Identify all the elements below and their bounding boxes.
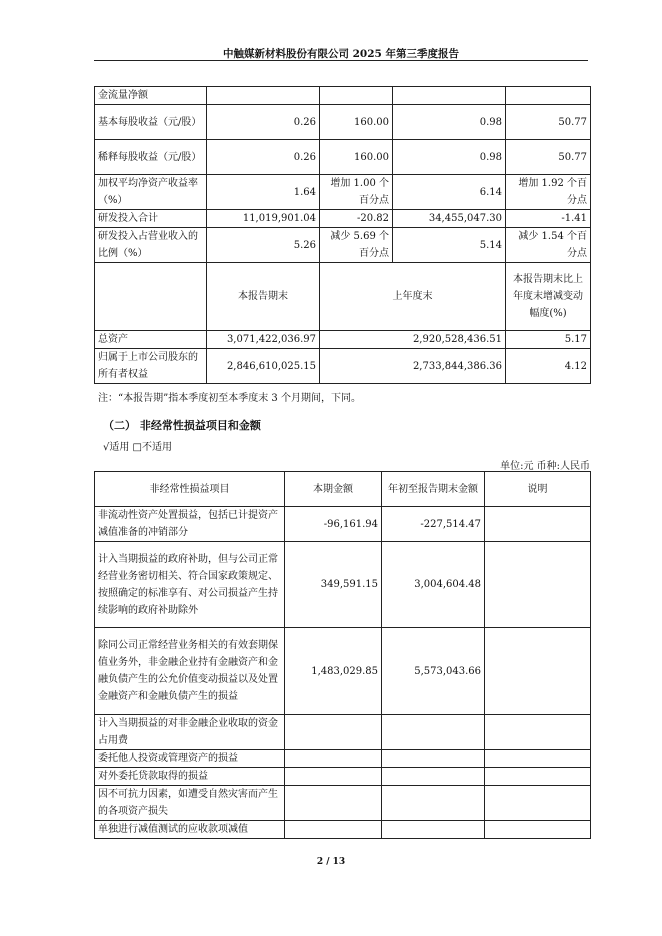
table-row xyxy=(95,87,591,105)
cell-value: 11,019,901.04 xyxy=(207,210,320,228)
cell-value xyxy=(207,87,320,105)
cell-note xyxy=(485,715,591,750)
cell-value: 5,573,043.66 xyxy=(382,628,485,715)
table-row xyxy=(95,228,591,263)
cell-value: 160.00 xyxy=(320,140,393,175)
cell-value: 减少 1.54 个百分点 xyxy=(506,228,591,263)
cell-value: 6.14 xyxy=(393,175,506,210)
item-label: 非流动性资产处置损益，包括已计提资产减值准备的冲销部分 xyxy=(95,507,285,542)
cell-value xyxy=(285,786,382,821)
table-footnote: 注：“本报告期”指本季度初至本季度末 3 个月期间，下同。 xyxy=(98,393,361,404)
report-header-title: 中触媒新材料股份有限公司 2025 年第三季度报告 xyxy=(222,48,460,60)
row-label: 金流量净额 xyxy=(95,87,207,105)
cell-value: 0.98 xyxy=(393,105,506,140)
table-row xyxy=(95,105,591,140)
cell-value xyxy=(285,821,382,839)
cell-value xyxy=(382,715,485,750)
cell-value xyxy=(506,87,591,105)
cell-note xyxy=(485,768,591,786)
financial-indicators-table xyxy=(94,86,591,384)
cell-note xyxy=(485,786,591,821)
table-row xyxy=(95,628,591,715)
cell-note xyxy=(485,750,591,768)
column-header: 上年度末 xyxy=(320,263,506,331)
cell-value: 减少 5.69 个百分点 xyxy=(320,228,393,263)
table-row xyxy=(95,210,591,228)
table-row xyxy=(95,507,591,542)
section-heading: （二） 非经常性损益项目和金额 xyxy=(103,419,261,432)
cell-value: 4.12 xyxy=(506,349,591,384)
column-header: 本报告期末 xyxy=(207,263,320,331)
item-label: 计入当期损益的政府补助，但与公司正常经营业务密切相关、符合国家政策规定、按照确定的标准享有、对公司损益产生持续影响的政府补助除外 xyxy=(95,542,285,628)
table-row xyxy=(95,768,591,786)
table-subheader-row xyxy=(95,263,591,331)
currency-unit: 单位:元 币种:人民币 xyxy=(500,461,590,472)
cell-value xyxy=(382,750,485,768)
table-header-row xyxy=(95,472,591,507)
cell-value: 349,591.15 xyxy=(285,542,382,628)
row-label: 稀释每股收益（元/股） xyxy=(95,140,207,175)
cell-value xyxy=(393,87,506,105)
cell-value: 增加 1.92 个百分点 xyxy=(506,175,591,210)
column-header: 本报告期末比上年度末增减变动幅度(%) xyxy=(506,263,591,331)
applicability-checkbox-text: √适用 □不适用 xyxy=(103,442,172,453)
cell-value: 0.26 xyxy=(207,105,320,140)
row-label: 总资产 xyxy=(95,331,207,349)
cell-value: 3,071,422,036.97 xyxy=(207,331,320,349)
item-label: 计入当期损益的对非金融企业收取的资金占用费 xyxy=(95,715,285,750)
cell-note xyxy=(485,542,591,628)
non-recurring-gains-table xyxy=(94,471,591,839)
column-header: 年初至报告期末金额 xyxy=(382,472,485,507)
row-label: 归属于上市公司股东的所有者权益 xyxy=(95,349,207,384)
table-row xyxy=(95,542,591,628)
column-header: 本期金额 xyxy=(285,472,382,507)
row-label: 加权平均净资产收益率（%） xyxy=(95,175,207,210)
cell-value xyxy=(382,768,485,786)
item-label: 委托他人投资或管理资产的损益 xyxy=(95,750,285,768)
cell-value: 增加 1.00 个百分点 xyxy=(320,175,393,210)
cell-value: 1,483,029.85 xyxy=(285,628,382,715)
cell-value: 2,846,610,025.15 xyxy=(207,349,320,384)
cell-value: 5.17 xyxy=(506,331,591,349)
cell-value: -227,514.47 xyxy=(382,507,485,542)
item-label: 因不可抗力因素，如遭受自然灾害而产生的各项资产损失 xyxy=(95,786,285,821)
cell-value: 3,004,604.48 xyxy=(382,542,485,628)
page-number: 2 / 13 xyxy=(316,857,346,867)
cell-value: 1.64 xyxy=(207,175,320,210)
cell-value xyxy=(285,750,382,768)
table-row xyxy=(95,786,591,821)
table-row xyxy=(95,331,591,349)
cell-value: 34,455,047.30 xyxy=(393,210,506,228)
cell-value xyxy=(285,768,382,786)
cell-note xyxy=(485,821,591,839)
cell-value xyxy=(320,87,393,105)
table-row xyxy=(95,715,591,750)
cell-value xyxy=(382,786,485,821)
cell-value: 0.98 xyxy=(393,140,506,175)
cell-value: 0.26 xyxy=(207,140,320,175)
cell-value xyxy=(382,821,485,839)
row-label: 基本每股收益（元/股） xyxy=(95,105,207,140)
cell-value: -20.82 xyxy=(320,210,393,228)
cell-note xyxy=(485,507,591,542)
item-label: 单独进行减值测试的应收款项减值 xyxy=(95,821,285,839)
item-label: 除同公司正常经营业务相关的有效套期保值业务外，非金融企业持有金融资产和金融负债产生的公允价值变动损益以及处置金融资产和金融负债产生的损益 xyxy=(95,628,285,715)
table-row xyxy=(95,175,591,210)
cell-value: 2,920,528,436.51 xyxy=(320,331,506,349)
cell-value: -96,161.94 xyxy=(285,507,382,542)
table-row xyxy=(95,349,591,384)
cell-value: 160.00 xyxy=(320,105,393,140)
header-divider xyxy=(94,60,588,61)
table-row xyxy=(95,821,591,839)
cell-value: 50.77 xyxy=(506,140,591,175)
item-label: 对外委托贷款取得的损益 xyxy=(95,768,285,786)
table-row xyxy=(95,140,591,175)
row-label xyxy=(95,263,207,331)
table-row xyxy=(95,750,591,768)
cell-value: 2,733,844,386.36 xyxy=(320,349,506,384)
row-label: 研发投入合计 xyxy=(95,210,207,228)
column-header: 非经常性损益项目 xyxy=(95,472,285,507)
cell-value: -1.41 xyxy=(506,210,591,228)
cell-note xyxy=(485,628,591,715)
column-header: 说明 xyxy=(485,472,591,507)
cell-value: 50.77 xyxy=(506,105,591,140)
cell-value xyxy=(285,715,382,750)
row-label: 研发投入占营业收入的比例（%） xyxy=(95,228,207,263)
cell-value: 5.14 xyxy=(393,228,506,263)
cell-value: 5.26 xyxy=(207,228,320,263)
